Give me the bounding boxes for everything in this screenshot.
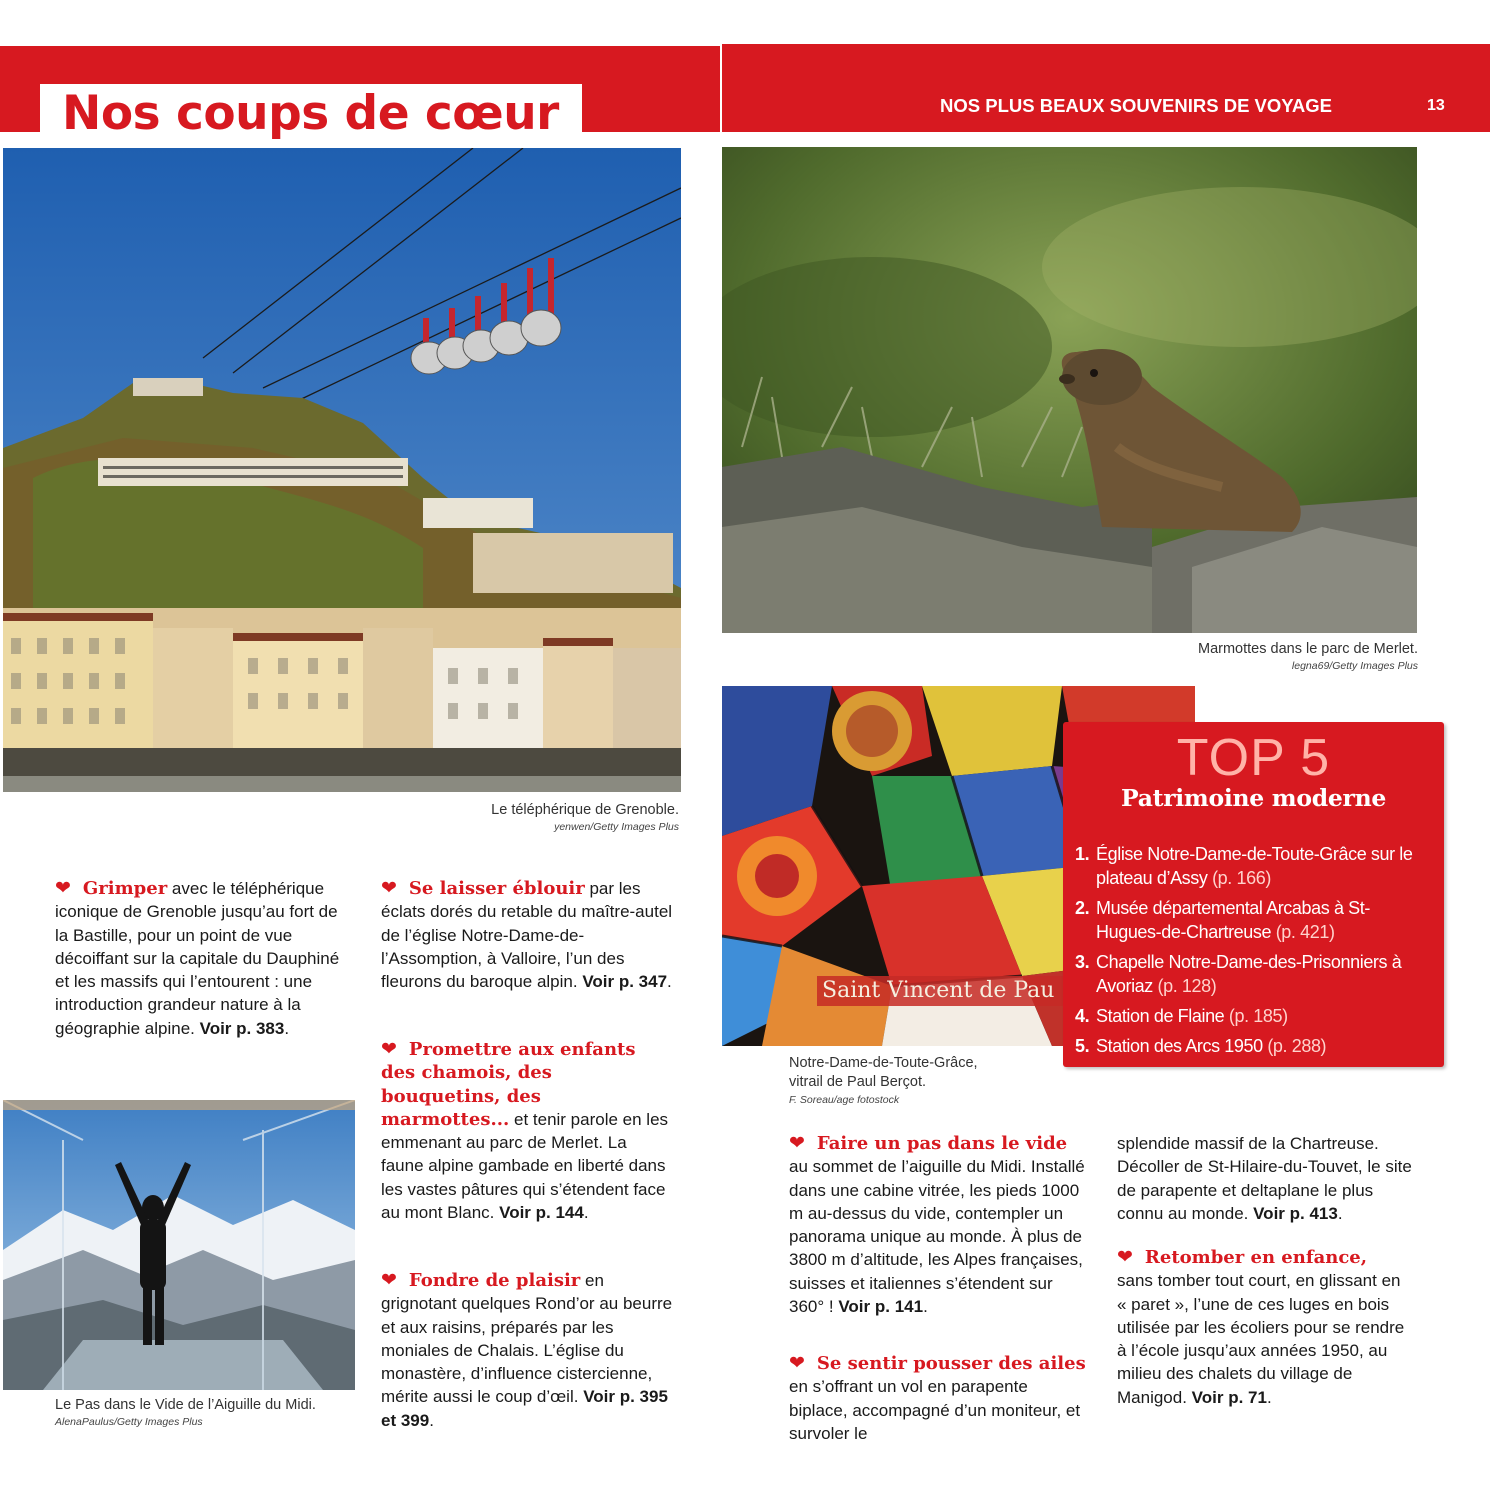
header-band-right (722, 44, 1490, 132)
item-fondre (381, 1269, 681, 1432)
page-title: Nos coups de cœur (62, 86, 559, 141)
item-headline: Promettre aux enfants des chamois, des bouquetins, des marmottes... (381, 1039, 636, 1130)
item-text: et tenir parole en les emmenant au parc de Merlet. La faune alpine gambade en liberté dans les vastes pâtures qui s’étendent face au mont Blanc. (381, 1109, 669, 1223)
top5-item-number: 3. (1075, 952, 1090, 972)
vitrail-caption-line2: vitrail de Paul Berçot. (789, 1074, 927, 1090)
item-headline: Grimper (82, 878, 168, 899)
aiguille-caption: Le Pas dans le Vide de l’Aiguille du Midi. (55, 1397, 316, 1413)
item-enfance (1117, 1246, 1407, 1409)
item-text: splendide massif de la Chartreuse. Décoller de St-Hilaire-du-Touvet, le site de parapente et deltaplane le plus connu au monde. (1117, 1134, 1412, 1223)
top5-item-number: 2. (1075, 898, 1090, 918)
page-reference: Voir p. 413 (1253, 1203, 1338, 1223)
page-reference: Voir p. 71 (1191, 1387, 1267, 1407)
item-headline: Se laisser éblouir (408, 878, 585, 899)
item-end: . (923, 1297, 928, 1317)
item-grimper (55, 877, 347, 1040)
item-headline: Faire un pas dans le vide (816, 1133, 1068, 1154)
item-end: . (667, 972, 672, 992)
aiguille-du-midi-photo (3, 1100, 355, 1390)
top5-item-text: Musée départemental Arcabas à St-Hugues-de-Chartreuse (1096, 898, 1370, 942)
top5-subtitle: Patrimoine moderne (1120, 784, 1387, 812)
heart-icon: ❤ (789, 1133, 805, 1154)
top5-item-text: Station de Flaine (1096, 1006, 1225, 1026)
item-end: . (429, 1410, 434, 1430)
item-ailes-continued (1117, 1132, 1412, 1225)
item-eblouir (381, 877, 681, 993)
heart-icon: ❤ (381, 1270, 397, 1291)
item-vide (789, 1132, 1089, 1318)
heart-icon: ❤ (789, 1353, 805, 1374)
top5-item-page: (p. 185) (1224, 1006, 1288, 1026)
heart-icon: ❤ (55, 878, 71, 899)
vitrail-credit: F. Soreau/age fotostock (789, 1094, 900, 1106)
marmot-caption: Marmottes dans le parc de Merlet. (1197, 641, 1418, 657)
top5-item-text: Station des Arcs 1950 (1096, 1036, 1263, 1056)
item-end: . (1266, 1387, 1272, 1407)
top5-item-text: Église Notre-Dame-de-Toute-Grâce sur le plateau d’Assy (1096, 844, 1413, 888)
page-reference: Voir p. 141 (838, 1297, 924, 1317)
item-text: en s’offrant un vol en parapente biplace, accompagné d’un moniteur, et survoler le (789, 1377, 1081, 1443)
heart-icon: ❤ (381, 878, 397, 899)
top5-item-number: 5. (1075, 1036, 1090, 1056)
top5-item (1075, 842, 1435, 890)
item-text: au sommet de l’aiguille du Midi. Installé dans une cabine vitrée, les pieds 1000 m au-dessus du vide, contempler un panorama unique au monde. À plus de 3800 m d’altitude, les Alpes françaises, suisses et italiennes s’étendent sur 360° ! (789, 1157, 1085, 1317)
item-headline: Se sentir pousser des ailes (816, 1353, 1086, 1374)
marmot-credit: legna69/Getty Images Plus (1291, 660, 1418, 672)
running-head: NOS PLUS BEAUX SOUVENIRS DE VOYAGE (940, 95, 1333, 116)
top5-item (1075, 896, 1435, 944)
top5-item (1075, 950, 1435, 998)
page-reference: Voir p. 395 et 399 (381, 1387, 668, 1430)
item-headline: Retomber en enfance, (1144, 1247, 1368, 1268)
aiguille-credit: AlenaPaulus/Getty Images Plus (55, 1416, 203, 1428)
top5-item-number: 1. (1075, 844, 1090, 864)
grenoble-caption: Le téléphérique de Grenoble. (491, 802, 679, 818)
top5-item-text: Chapelle Notre-Dame-des-Prisonniers à Avoriaz (1096, 952, 1402, 996)
item-text: avec le téléphérique iconique de Grenoble jusqu’au fort de la Bastille, pour un point de vue décoiffant sur la capitale du Dauphiné et les massifs qui l’entourent : une introduction grandeur nature à la géographie alpine. (55, 879, 340, 1038)
vitrail-caption-line1: Notre-Dame-de-Toute-Grâce, (789, 1055, 978, 1071)
top5-item-page: (p. 166) (1207, 868, 1271, 888)
page-number: 13 (1427, 97, 1445, 114)
top5-item-page: (p. 128) (1152, 976, 1217, 996)
heart-icon: ❤ (1117, 1247, 1133, 1268)
item-text: par les éclats dorés du retable du maître-autel de l’église Notre-Dame-de-l’Assomption, à Valloire, l’un des fleurons du baroque alpin. (381, 879, 673, 992)
page-reference: Voir p. 144 (499, 1203, 584, 1223)
item-promettre (381, 1038, 673, 1224)
item-text: sans tomber tout court, en glissant en « paret », l’une de ces luges en bois utilisée par les écoliers pour se rendre à l’école jusqu’aux années 1950, au milieu des chalets du village de Manigod. (1117, 1271, 1405, 1407)
top5-item (1075, 1034, 1435, 1058)
grenoble-credit: yenwen/Getty Images Plus (554, 821, 679, 833)
marmot-photo (722, 147, 1417, 633)
item-headline: Fondre de plaisir (408, 1270, 581, 1291)
top5-item-page: (p. 421) (1271, 922, 1335, 942)
item-end: . (284, 1018, 290, 1038)
page-reference: Voir p. 347 (582, 972, 668, 992)
top5-list (1075, 842, 1435, 1064)
stained-glass-inscription: Saint Vincent de Pau (822, 978, 1055, 1003)
top5-title: TOP 5 (1176, 729, 1331, 787)
top5-item (1075, 1004, 1435, 1028)
top5-item-number: 4. (1075, 1006, 1090, 1026)
item-ailes (789, 1352, 1089, 1445)
heart-icon: ❤ (381, 1039, 397, 1060)
item-end: . (1337, 1203, 1343, 1223)
page-reference: Voir p. 383 (199, 1018, 285, 1038)
item-end: . (583, 1203, 589, 1223)
item-text: en grignotant quelques Rond’or au beurre et aux raisins, préparés par les moniales de Chalais. L’église du monastère, d’influence cistercienne, mérite aussi le coup d’œil. (381, 1271, 673, 1407)
top5-item-page: (p. 288) (1262, 1036, 1327, 1056)
grenoble-cable-car-photo (3, 148, 681, 792)
